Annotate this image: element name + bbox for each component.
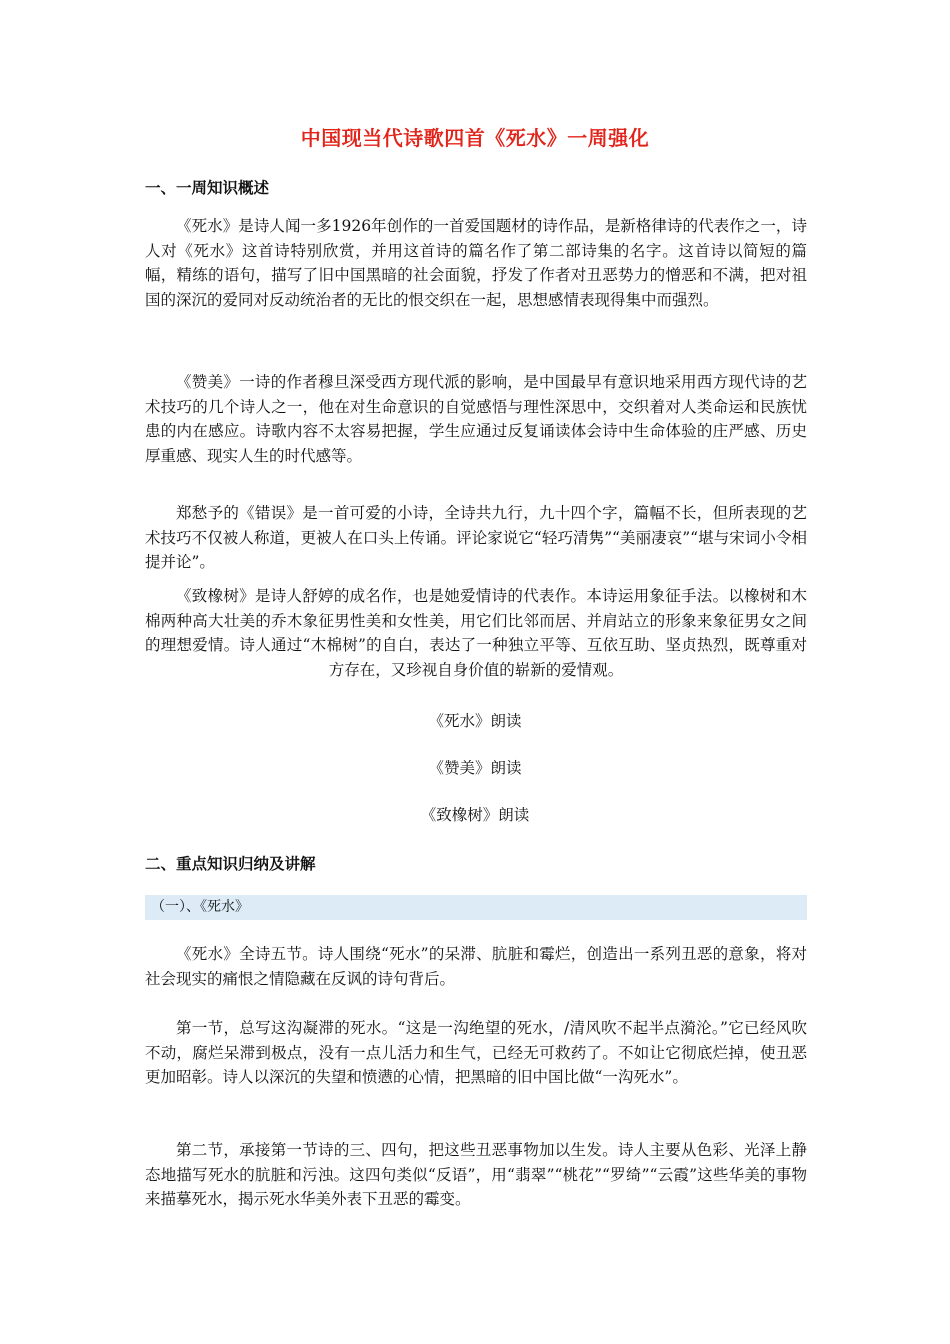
paragraph-sishui-stanza-2: 第二节，承接第一节诗的三、四句，把这些丑恶事物加以生发。诗人主要从色彩、光泽上静态地描写死水的肮脏和污浊。这四句类似“反语”，用“翡翠”“桃花”“罗绮”“云霞”这些华美的事物来描摹死水，揭示死水华美外表下丑恶的霉变。 (145, 1141, 807, 1208)
paragraph-zanmei-intro: 《赞美》一诗的作者穆旦深受西方现代派的影响，是中国最早有意识地采用西方现代诗的艺术技巧的几个诗人之一，他在对生命意识的自觉感悟与理性深思中，交织着对人类命运和民族忧患的内在感应。诗歌内容不太容易把握，学生应通过反复诵读体会诗中生命体验的庄严感、历史厚重感、现实人生的时代感等。 (145, 373, 807, 465)
paragraph-zhixiangshu-intro: 《致橡树》是诗人舒婷的成名作，也是她爱情诗的代表作。本诗运用象征手法。以橡树和木棉两种高大壮美的乔木象征男性美和女性美，用它们比邻而居、并肩站立的形象来象征男女之间的理想爱情。诗人通过“木棉树”的自白，表达了一种独立平等、互依互助、坚贞热烈，既尊重对方存在，又珍视自身价值的崭新的爱情观。 (145, 587, 807, 679)
section-heading-key-points: 二、重点知识归纳及讲解 (145, 855, 316, 873)
reading-link-zanmei[interactable]: 《赞美》朗读 (428, 759, 522, 777)
subsection-header-sishui: （一）、《死水》 (145, 895, 807, 920)
paragraph-sishui-intro: 《死水》是诗人闻一多1926年创作的一首爱国题材的诗作品，是新格律诗的代表作之一，诗人对《死水》这首诗特别欣赏，并用这首诗的篇名作了第二部诗集的名字。这首诗以简短的篇幅，精练的语句，描写了旧中国黑暗的社会面貌，抒发了作者对丑恶势力的憎恶和不满，把对祖国的深沉的爱同对反动统治者的无比的恨交织在一起，思想感情表现得集中而强烈。 (145, 217, 807, 309)
section-heading-overview: 一、一周知识概述 (145, 179, 270, 197)
paragraph-sishui-stanza-1: 第一节，总写这沟凝滞的死水。“这是一沟绝望的死水，/清风吹不起半点漪沦。”它已经风吹不动，腐烂呆滞到极点，没有一点儿活力和生气，已经无可救药了。不如让它彻底烂掉，使丑恶更加昭彰。诗人以深沉的失望和愤懑的心情，把黑暗的旧中国比做“一沟死水”。 (145, 1019, 807, 1086)
reading-link-zhixiangshu[interactable]: 《致橡树》朗读 (420, 806, 530, 824)
paragraph-sishui-structure: 《死水》全诗五节。诗人围绕“死水”的呆滞、肮脏和霉烂，创造出一系列丑恶的意象，将对社会现实的痛恨之情隐藏在反讽的诗句背后。 (145, 945, 807, 988)
reading-link-sishui[interactable]: 《死水》朗读 (428, 712, 522, 730)
paragraph-cuowu-intro: 郑愁予的《错误》是一首可爱的小诗，全诗共九行，九十四个字，篇幅不长，但所表现的艺术技巧不仅被人称道，更被人在口头上传诵。评论家说它“轻巧清隽”“美丽凄哀”“堪与宋词小令相提并论”。 (145, 504, 807, 571)
document-title: 中国现当代诗歌四首《死水》一周强化 (300, 126, 650, 150)
